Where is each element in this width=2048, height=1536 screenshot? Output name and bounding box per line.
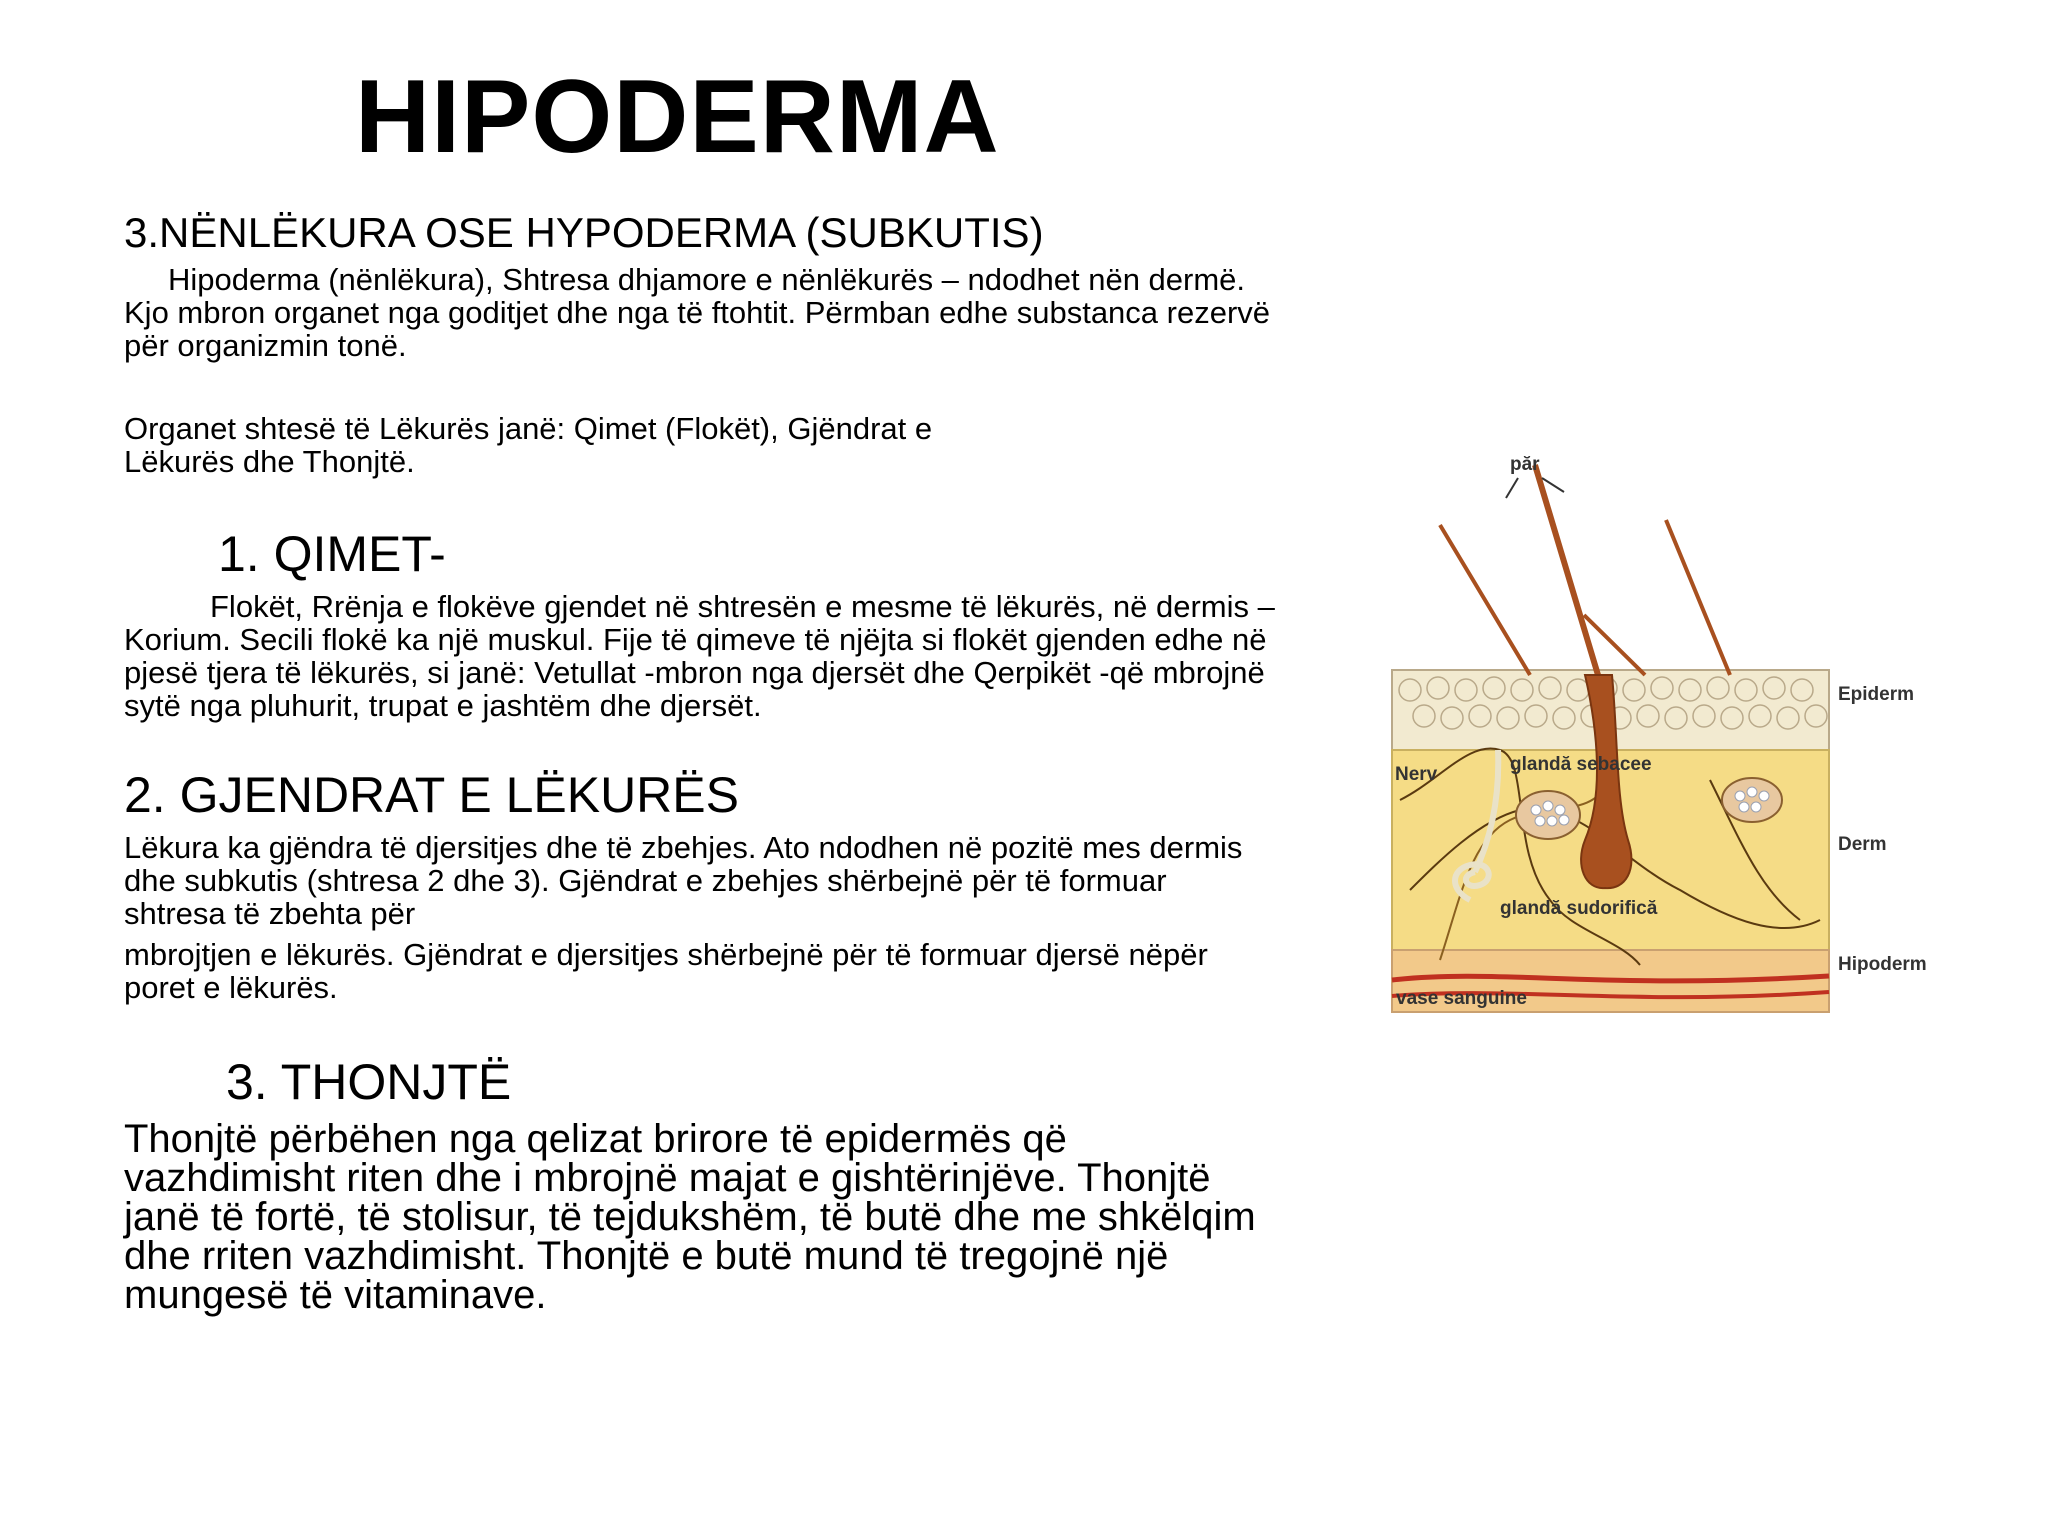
hypoderma-text: Hipoderma (nënlëkura), Shtresa dhjamore e nënlëkurës – ndodhet nën dermë. Kjo mbron organet nga goditjet dhe nga të ftohtit. Përmban edhe substanca rezervë për organizmin tonë. bbox=[124, 262, 1271, 363]
label-nerv: Nerv bbox=[1395, 764, 1438, 785]
qimet-text: Flokët, Rrënja e flokëve gjendet në shtresën e mesme të lëkurës, në dermis – Korium. Secili flokë ka një muskul. Fije të qimeve të njëjta si flokët gjenden edhe në pjesë tjera të lëkurës, si janë: Vetullat -mbron nga djersët dhe Qerpikët -që mbrojnë sytë nga pluhurit, trupat e jashtëm dhe djersët. bbox=[124, 589, 1275, 723]
hair-right bbox=[1666, 520, 1730, 675]
label-par: păr bbox=[1510, 454, 1540, 475]
label-epiderm: Epiderm bbox=[1838, 684, 1915, 705]
skin-diagram-svg bbox=[1380, 420, 1970, 1020]
organs-intro-line2: Lëkurës dhe Thonjtë. bbox=[124, 444, 415, 479]
sebaceous-gland-right bbox=[1722, 778, 1782, 822]
thonjte-heading: 3. THONJTË bbox=[226, 1054, 512, 1110]
sebaceous-gland-left bbox=[1516, 791, 1580, 839]
hair-main-shaft bbox=[1535, 465, 1598, 675]
label-derm: Derm bbox=[1838, 834, 1887, 855]
label-hipoderm: Hipoderm bbox=[1838, 954, 1927, 975]
hair-left bbox=[1440, 525, 1530, 675]
par-pointer bbox=[1506, 478, 1564, 498]
thonjte-text: Thonjtë përbëhen nga qelizat brirore të epidermës që vazhdimisht riten dhe i mbrojnë majat e gishtërinjëve. Thonjtë janë të fortë, të stolisur, të tejdukshëm, të butë dhe me shkëlqim dhe rriten vazhdimisht. Thonjtë e butë mund të tregojnë një mungesë të vitaminave. bbox=[124, 1117, 1256, 1317]
label-sudorifica: glandă sudorifică bbox=[1500, 898, 1658, 919]
hypoderma-heading: 3.NËNLËKURA OSE HYPODERMA (SUBKUTIS) bbox=[124, 209, 1044, 256]
label-vase: vase sanguine bbox=[1396, 988, 1527, 1009]
page-title: HIPODERMA bbox=[355, 59, 1000, 175]
label-sebacee: glandă sebacee bbox=[1510, 754, 1652, 775]
gjendrat-heading: 2. GJENDRAT E LËKURËS bbox=[124, 767, 739, 823]
gjendrat-text-2: mbrojtjen e lëkurës. Gjëndrat e djersitjes shërbejnë për të formuar djersë nëpër poret e lëkurës. bbox=[124, 937, 1208, 1005]
organs-intro-line1: Organet shtesë të Lëkurës janë: Qimet (Flokët), Gjëndrat e bbox=[124, 411, 933, 446]
skin-diagram bbox=[1380, 420, 1970, 1020]
gjendrat-text-1: Lëkura ka gjëndra të djersitjes dhe të zbehjes. Ato ndodhen në pozitë mes dermis dhe subkutis (shtresa 2 dhe 3). Gjëndrat e zbehjes shërbejnë për të formuar shtresa të zbehta për bbox=[124, 830, 1243, 931]
organs-intro bbox=[124, 412, 1304, 478]
qimet-heading: 1. QIMET- bbox=[218, 526, 446, 582]
